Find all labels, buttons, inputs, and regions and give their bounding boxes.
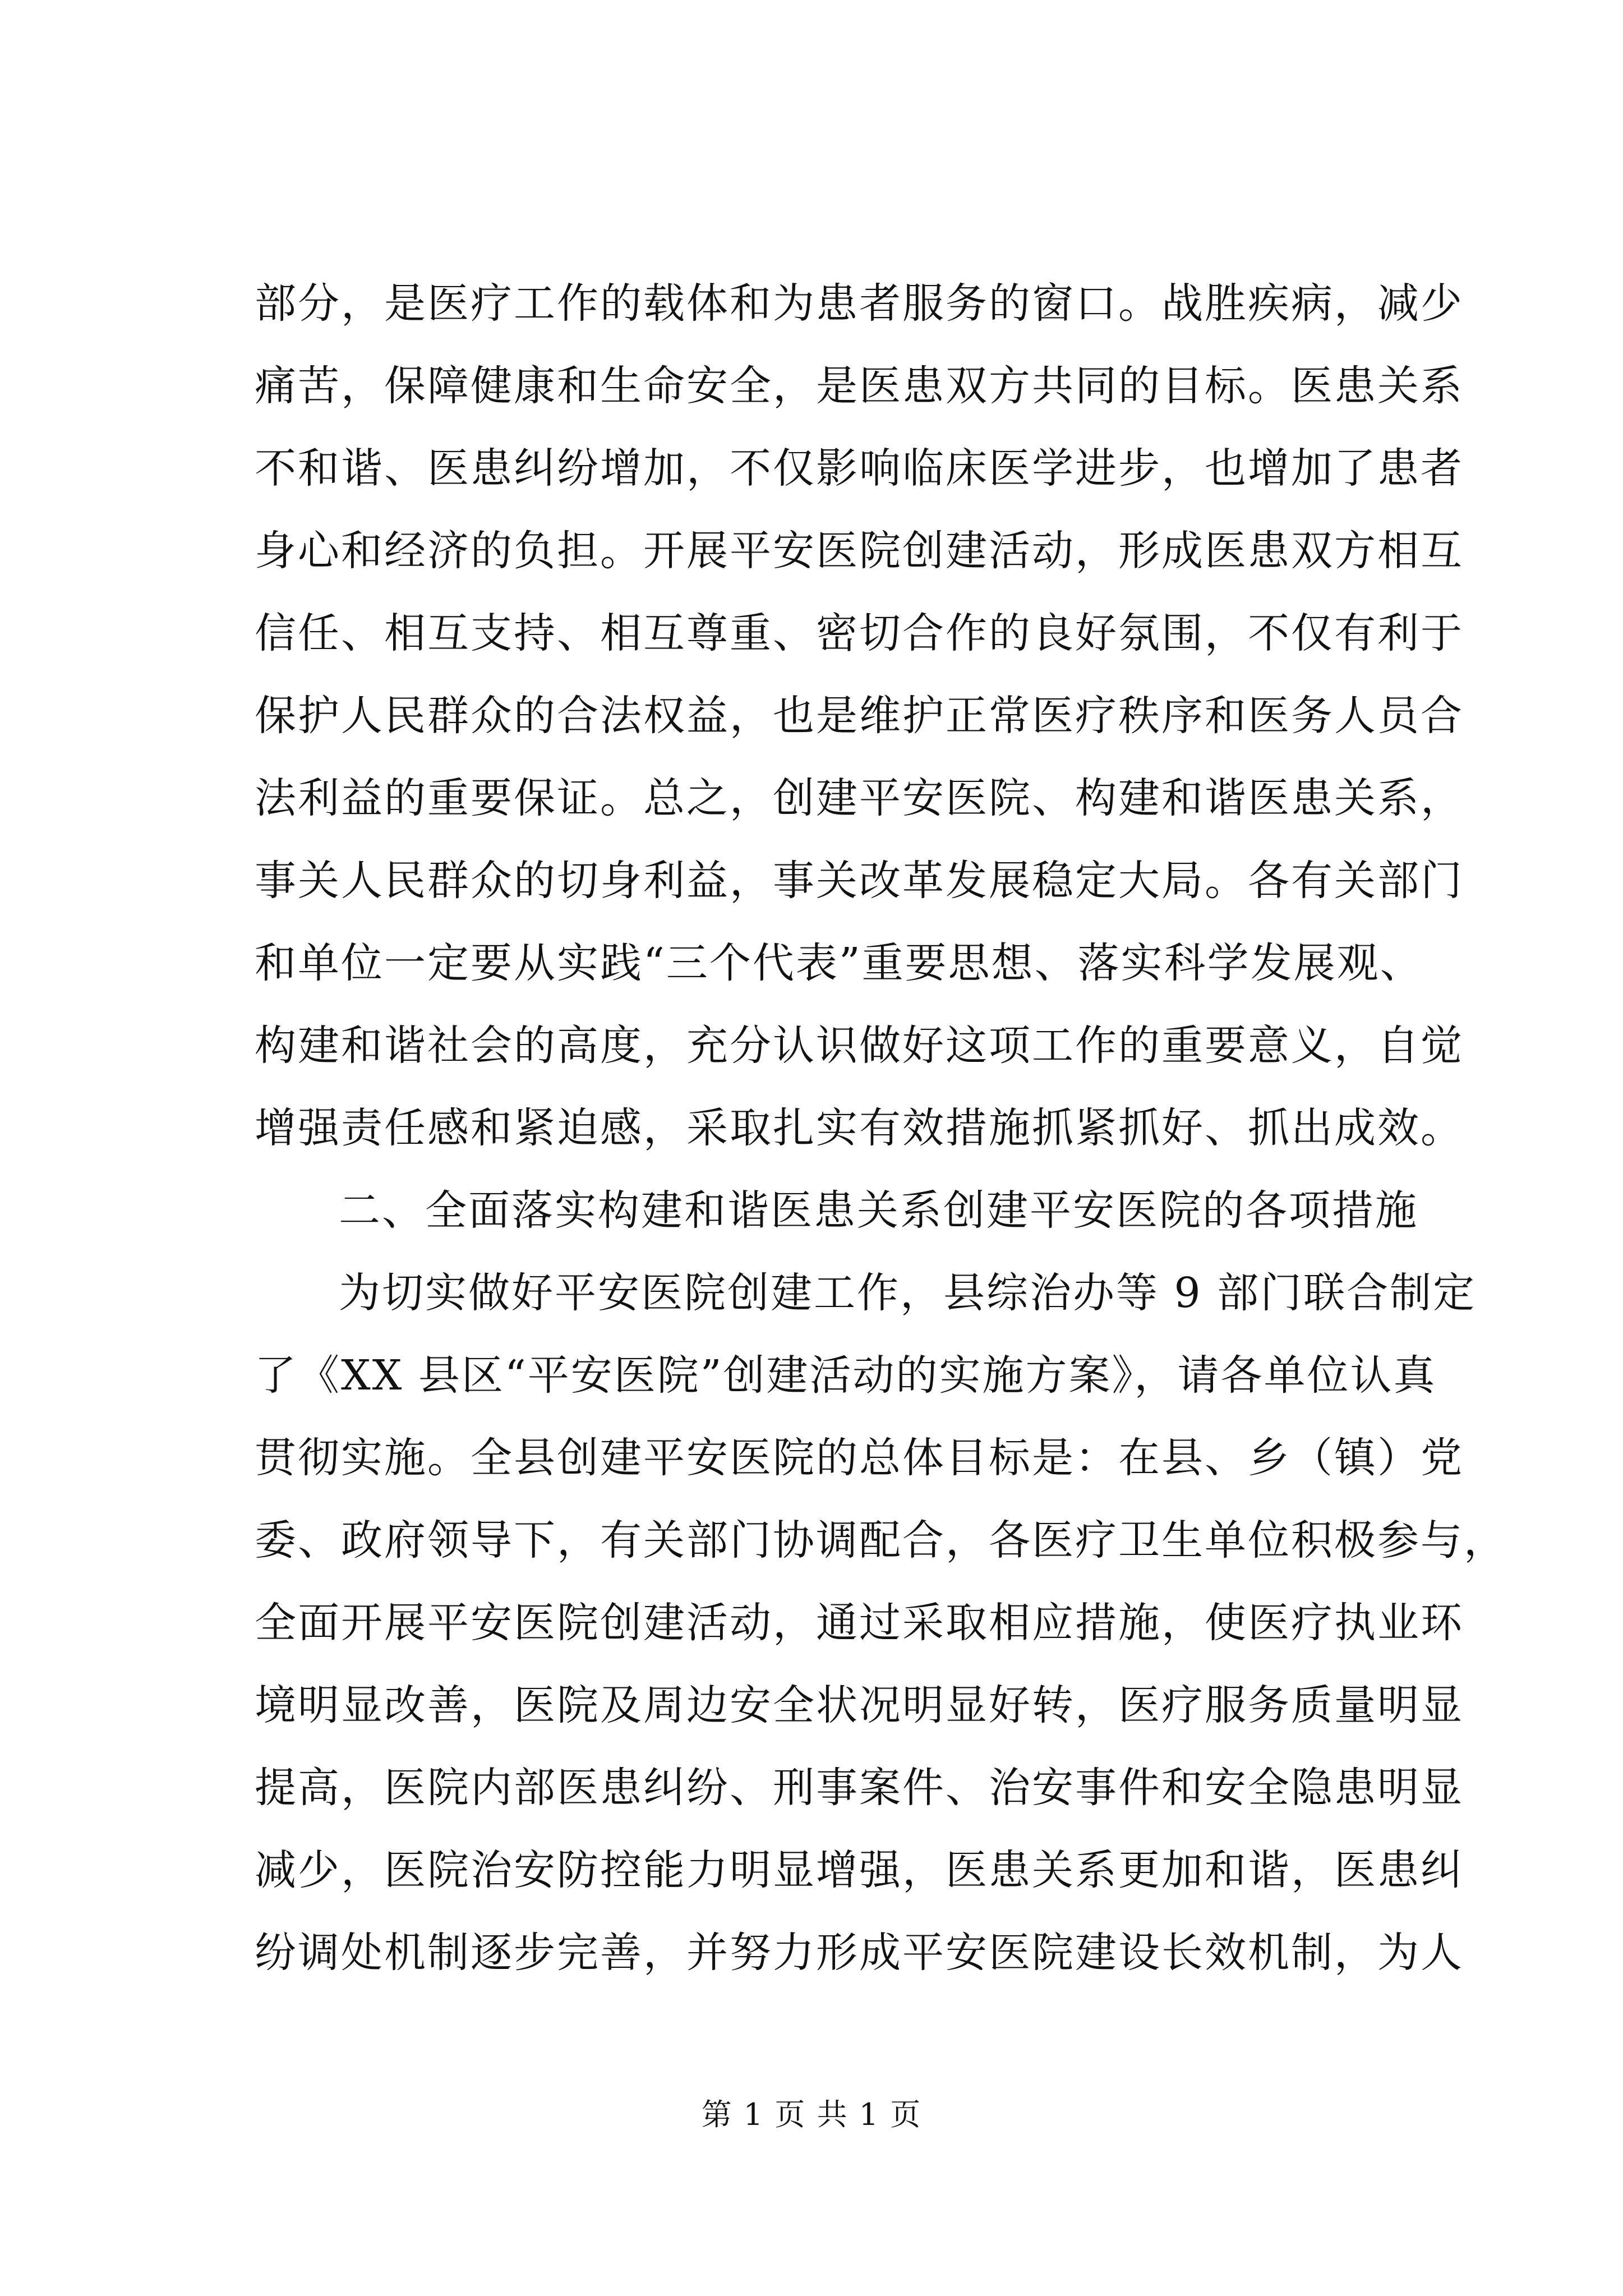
paragraph-line: 部分，是医疗工作的载体和为患者服务的窗口。战胜疾病，减少 xyxy=(255,279,1464,328)
paragraph-line: 增强责任感和紧迫感，采取扎实有效措施抓紧抓好、抓出成效。 xyxy=(255,1104,1464,1152)
paragraph-line: 事关人民群众的切身利益，事关改革发展稳定大局。各有关部门 xyxy=(255,857,1464,905)
paragraph-line: 减少，医院治安防控能力明显增强，医患关系更加和谐，医患纠 xyxy=(255,1846,1464,1894)
paragraph-line: 委、政府领导下，有关部门协调配合，各医疗卫生单位积极参与， xyxy=(255,1516,1507,1565)
paragraph-line: 提高，医院内部医患纠纷、刑事案件、治安事件和安全隐患明显 xyxy=(255,1764,1464,1812)
paragraph-line: 贯彻实施。全县创建平安医院的总体目标是：在县、乡（镇）党 xyxy=(255,1434,1464,1482)
paragraph-line: 法利益的重要保证。总之，创建平安医院、构建和谐医患关系， xyxy=(255,774,1464,822)
paragraph-line: 痛苦，保障健康和生命安全，是医患双方共同的目标。医患关系 xyxy=(255,362,1464,410)
paragraph-line: 构建和谐社会的高度，充分认识做好这项工作的重要意义，自觉 xyxy=(255,1022,1464,1070)
paragraph-line: 为切实做好平安医院创建工作，县综治办等 9 部门联合制定 xyxy=(339,1269,1477,1317)
paragraph-line: 不和谐、医患纠纷增加，不仅影响临床医学进步，也增加了患者 xyxy=(255,444,1464,493)
paragraph-line: 身心和经济的负担。开展平安医院创建活动，形成医患双方相互 xyxy=(255,527,1464,575)
paragraph-line: 了《XX 县区“平安医院”创建活动的实施方案》，请各单位认真 xyxy=(255,1351,1437,1400)
document-body xyxy=(255,263,1507,1994)
section-heading: 二、全面落实构建和谐医患关系创建平安医院的各项措施 xyxy=(339,1186,1418,1235)
paragraph-line: 保护人民群众的合法权益，也是维护正常医疗秩序和医务人员合 xyxy=(255,692,1464,740)
paragraph-line: 境明显改善，医院及周边安全状况明显好转，医疗服务质量明显 xyxy=(255,1681,1464,1729)
paragraph-line: 全面开展平安医院创建活动，通过采取相应措施，使医疗执业环 xyxy=(255,1599,1464,1647)
paragraph-line: 纷调处机制逐步完善，并努力形成平安医院建设长效机制，为人 xyxy=(255,1929,1464,1977)
page-number-footer: 第 1 页 共 1 页 xyxy=(701,2097,922,2132)
paragraph-line: 和单位一定要从实践“三个代表”重要思想、落实科学发展观、 xyxy=(255,939,1423,987)
paragraph-line: 信任、相互支持、相互尊重、密切合作的良好氛围，不仅有利于 xyxy=(255,609,1464,657)
